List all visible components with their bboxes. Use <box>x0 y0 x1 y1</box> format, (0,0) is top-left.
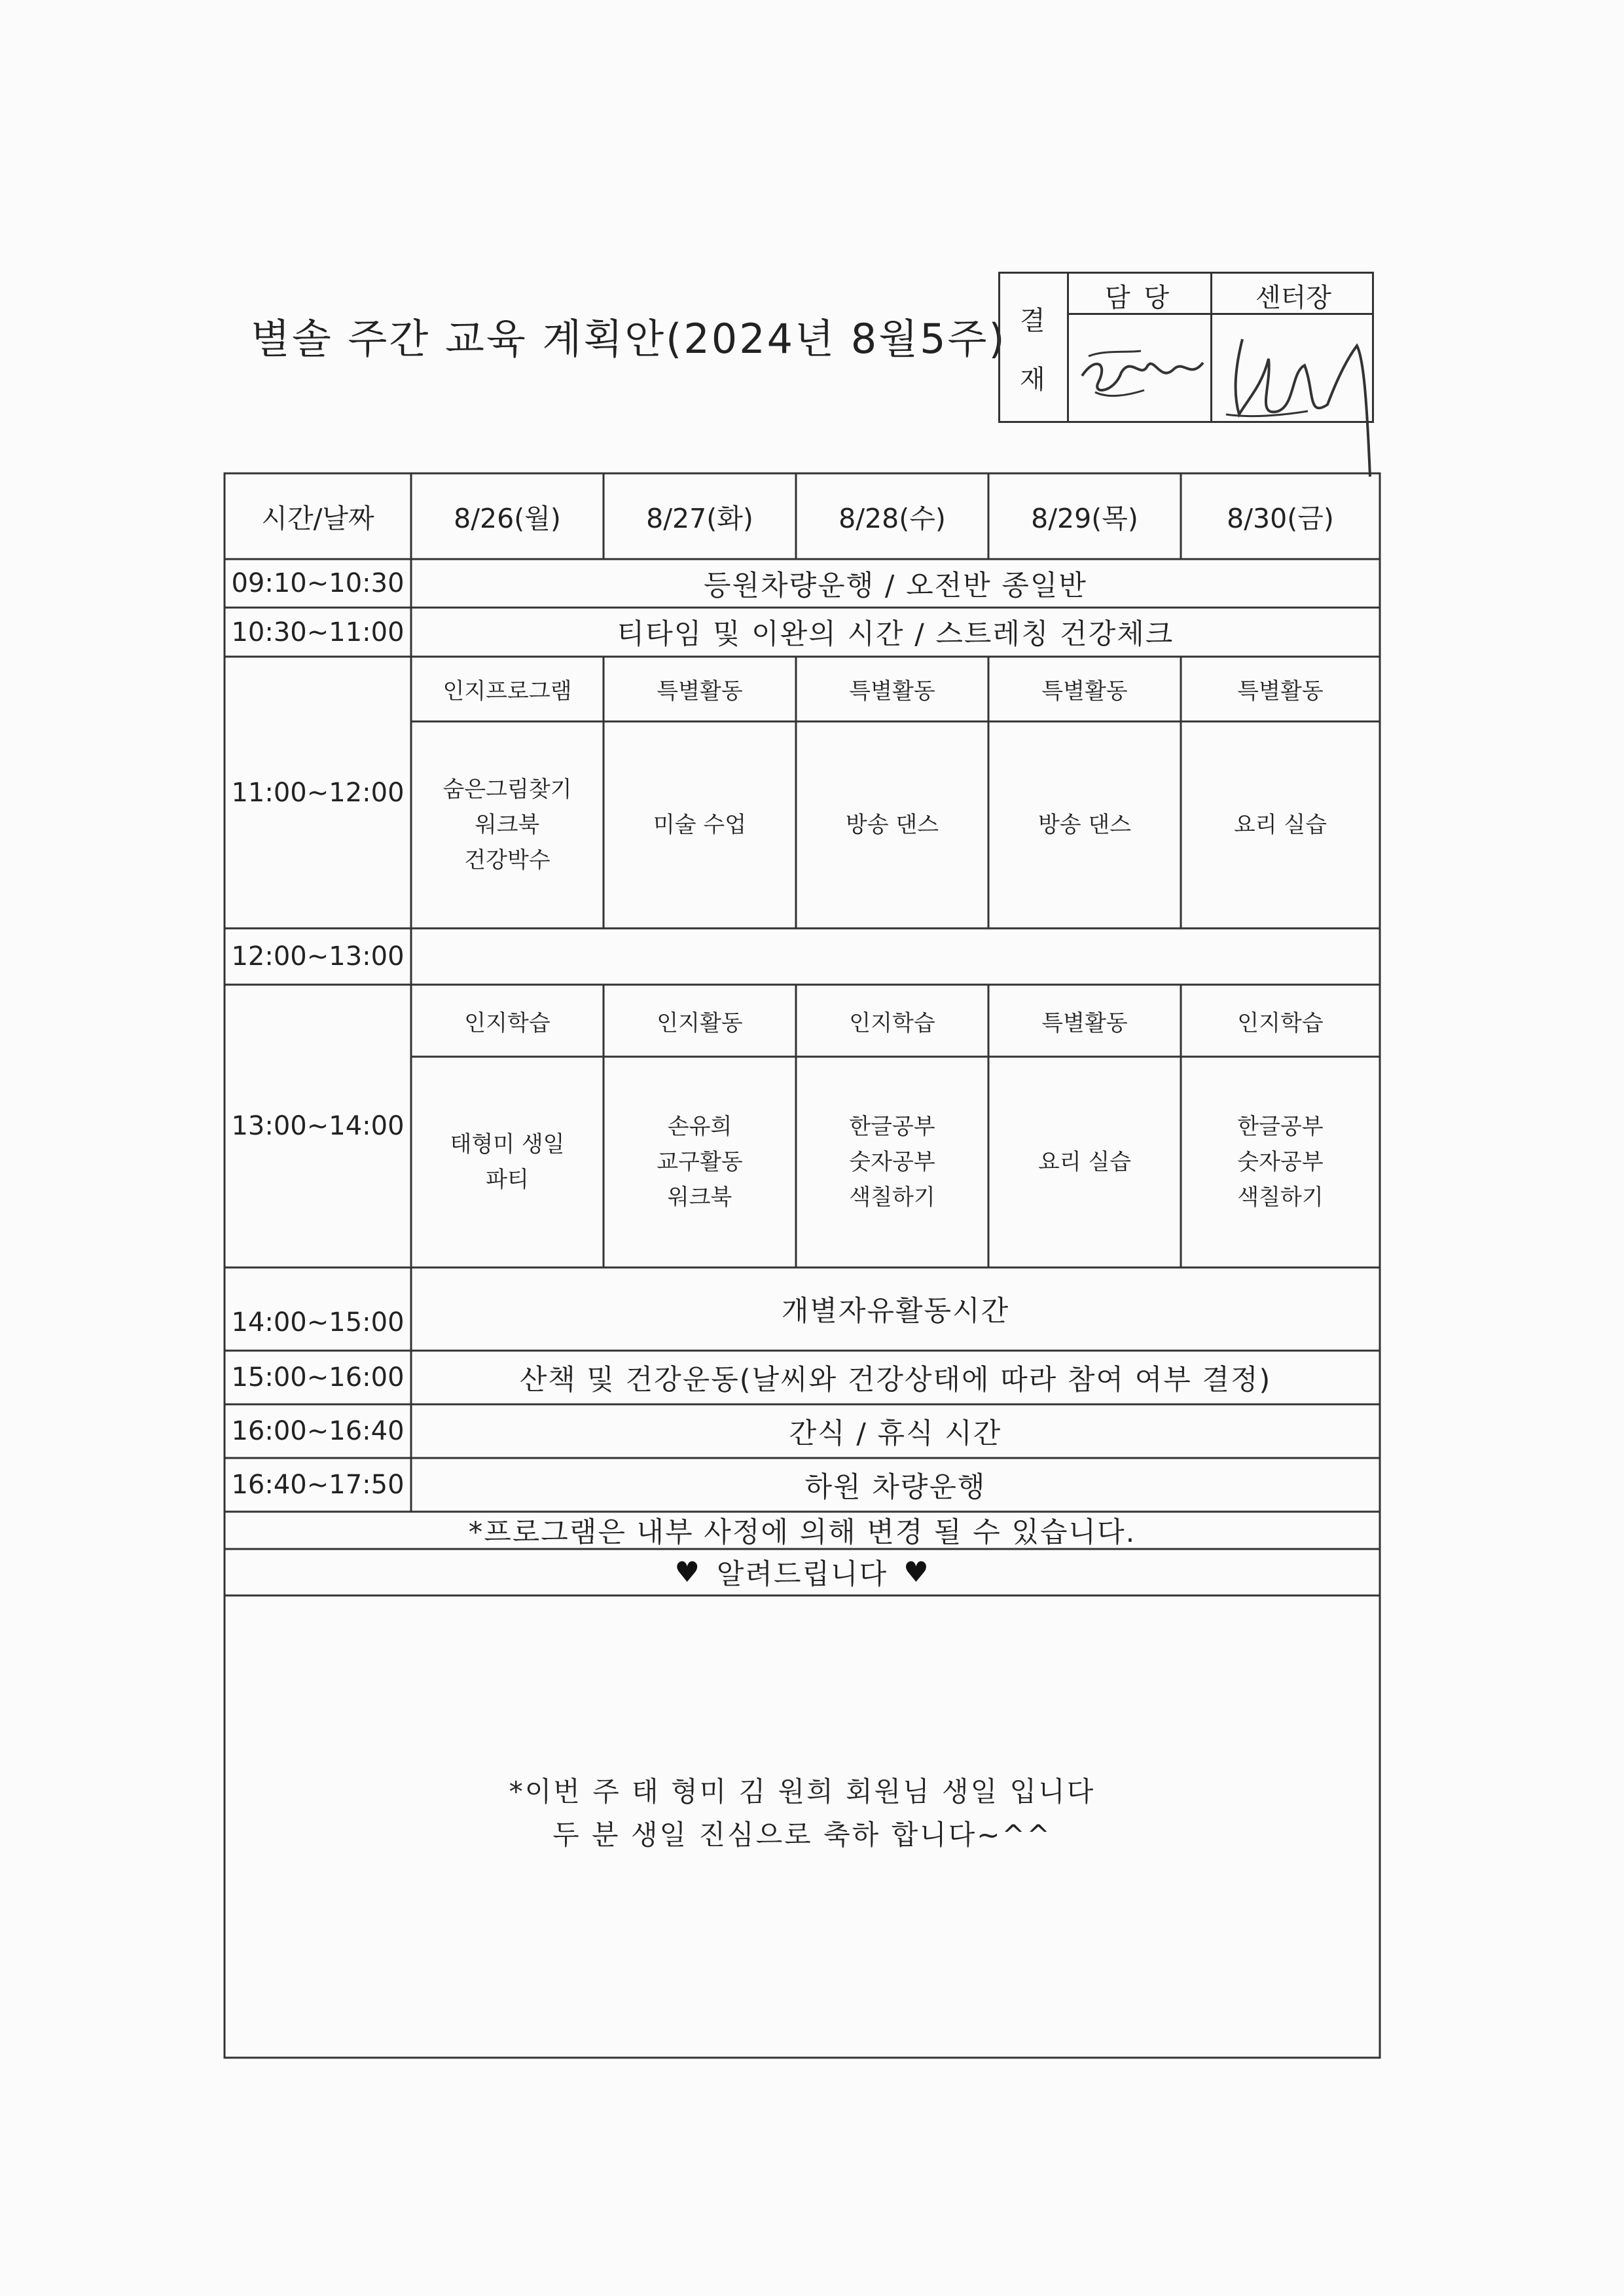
approval-box <box>998 272 1374 423</box>
time-cell: 15:00~16:00 <box>231 1362 405 1393</box>
change-note: *프로그램은 내부 사정에 의해 변경 될 수 있습니다. <box>468 1516 1136 1549</box>
category-cell: 특별활동 <box>1041 1010 1128 1036</box>
header-day: 8/30(금) <box>1227 503 1334 534</box>
category-cell: 특별활동 <box>1237 678 1324 704</box>
category-cell: 특별활동 <box>849 678 935 704</box>
director-signature <box>1216 319 1386 483</box>
notice-title: 알려드립니다 <box>716 1558 888 1591</box>
page-title: 별솔 주간 교육 계획안(2024년 8월5주) <box>251 315 1007 363</box>
activity-cell: 태형미 생일 파티 <box>450 1131 565 1193</box>
activity-cell: 방송 댄스 <box>1038 812 1132 838</box>
time-cell: 09:10~10:30 <box>231 568 405 598</box>
activity-cell: 요리 실습 <box>1038 1149 1132 1175</box>
heart-icon: ♥ <box>903 1556 930 1589</box>
approval-label-top: 결 <box>1020 306 1045 336</box>
header-time-label: 시간/날짜 <box>261 503 374 534</box>
heart-icon: ♥ <box>674 1556 701 1589</box>
activity-span: 등원차량운행 / 오전반 종일반 <box>704 569 1087 602</box>
header-day: 8/29(목) <box>1031 503 1138 534</box>
activity-cell: 숨은그림찾기 워크북 건강박수 <box>442 776 572 873</box>
activity-span: 개별자유활동시간 <box>781 1295 1010 1328</box>
time-cell: 10:30~11:00 <box>231 617 405 647</box>
activity-span: 티타임 및 이완의 시간 / 스트레칭 건강체크 <box>617 618 1174 651</box>
activity-span: 간식 / 휴식 시간 <box>789 1417 1002 1450</box>
time-cell: 16:40~17:50 <box>231 1470 405 1500</box>
approval-label-bottom: 재 <box>1020 365 1045 395</box>
category-cell: 인지학습 <box>464 1010 550 1036</box>
approval-director-label: 센터장 <box>1255 283 1331 313</box>
category-cell: 인지학습 <box>849 1010 935 1036</box>
time-cell: 16:00~16:40 <box>231 1416 405 1446</box>
activity-span: 하원 차량운행 <box>804 1470 986 1504</box>
approval-staff-label: 담 당 <box>1105 283 1172 313</box>
notice-body: *이번 주 태 형미 김 원희 회원님 생일 입니다 두 분 생일 진심으로 축하 합니다~^^ <box>509 1776 1096 1851</box>
header-day: 8/28(수) <box>839 503 946 534</box>
staff-signature <box>1069 317 1210 422</box>
time-cell: 12:00~13:00 <box>231 941 405 972</box>
header-day: 8/27(화) <box>646 503 753 534</box>
time-cell: 13:00~14:00 <box>231 1111 405 1141</box>
notice-header <box>225 1549 1380 1595</box>
category-cell: 인지학습 <box>1237 1010 1324 1036</box>
activity-span: 산책 및 건강운동(날씨와 건강상태에 따라 참여 여부 결정) <box>519 1363 1272 1396</box>
activity-cell: 방송 댄스 <box>845 812 939 838</box>
category-cell: 특별활동 <box>1041 678 1128 704</box>
header-day: 8/26(월) <box>454 503 561 534</box>
time-cell: 11:00~12:00 <box>231 777 405 808</box>
activity-cell: 손유희 교구활동 워크북 <box>657 1114 743 1211</box>
activity-cell: 요리 실습 <box>1233 812 1327 838</box>
activity-cell: 미술 수업 <box>653 812 747 838</box>
category-cell: 인지활동 <box>657 1010 743 1036</box>
activity-cell: 한글공부 숫자공부 색칠하기 <box>849 1114 935 1211</box>
category-cell: 인지프로그램 <box>442 678 572 704</box>
category-cell: 특별활동 <box>657 678 743 704</box>
time-cell: 14:00~15:00 <box>231 1307 405 1338</box>
activity-cell: 한글공부 숫자공부 색칠하기 <box>1237 1114 1324 1211</box>
